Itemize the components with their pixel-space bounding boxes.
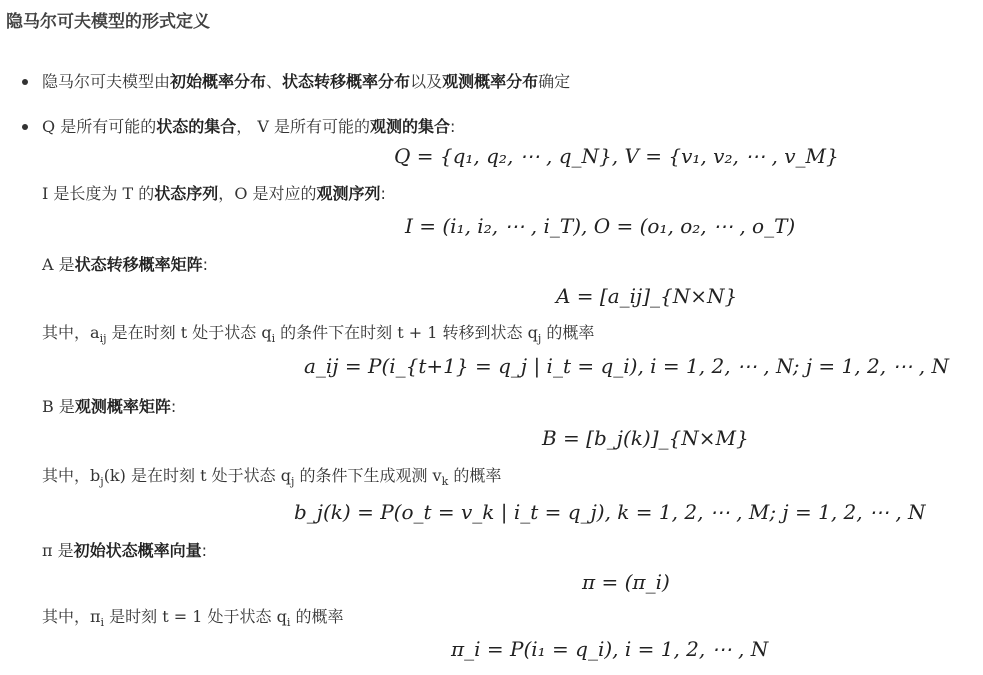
text: 的概率 — [290, 607, 344, 626]
var: O — [234, 184, 248, 203]
text: 是所有可能的 — [268, 117, 370, 136]
text: 的 — [133, 184, 155, 203]
line-8 — [42, 606, 344, 634]
bullet-dot — [22, 79, 28, 85]
var: q — [280, 466, 291, 485]
text: 其中， — [42, 323, 91, 342]
keyword: 状态转移概率矩阵 — [74, 255, 203, 274]
var: t — [180, 323, 188, 342]
keyword: 观测概率分布 — [442, 72, 539, 91]
line-7 — [42, 540, 207, 562]
text: 处于状态 — [202, 607, 277, 626]
text: : — [170, 397, 177, 416]
keyword: 状态序列 — [154, 184, 219, 203]
keyword: 观测概率矩阵 — [74, 397, 171, 416]
text: ， — [218, 184, 235, 203]
var: q — [261, 323, 272, 342]
text: 的概率 — [448, 466, 502, 485]
text: 是长度为 — [48, 184, 123, 203]
bullet-2 — [42, 116, 455, 138]
keyword: 状态转移概率分布 — [282, 72, 411, 91]
var: A — [42, 255, 54, 274]
text: 转移到状态 — [437, 323, 528, 342]
var: π — [90, 607, 101, 626]
subscript: k — [441, 475, 449, 489]
formula-5: B = [b_j(k)]_{N×M} — [542, 426, 749, 450]
text: 是所有可能的 — [55, 117, 157, 136]
text: 是 — [53, 397, 75, 416]
text: 的条件下在时刻 — [275, 323, 398, 342]
var: B — [42, 397, 54, 416]
text: : — [450, 117, 456, 136]
var: π — [42, 541, 53, 560]
subscript: j — [100, 475, 104, 489]
subscript: ij — [99, 332, 107, 346]
var: q — [527, 323, 538, 342]
page-title: 隐马尔可夫模型的形式定义 — [6, 12, 210, 32]
var: t + 1 — [397, 323, 438, 342]
formula-4: a_ij = P(i_{t+1} = q_j | i_t = q_i), i = 1, 2, ⋯ , N; j = 1, 2, ⋯ , N — [304, 354, 949, 378]
text: : — [202, 255, 209, 274]
text: ， — [236, 117, 253, 136]
keyword: 初始状态概率向量 — [73, 541, 202, 560]
text: : — [380, 184, 386, 203]
var: V — [257, 117, 269, 136]
subscript: i — [100, 616, 105, 630]
var: Q — [42, 117, 56, 136]
var: v — [432, 466, 442, 485]
text: 确定 — [538, 72, 571, 91]
text: 的概率 — [541, 323, 595, 342]
text: 以及 — [410, 72, 443, 91]
text: 的条件下生成观测 — [294, 466, 433, 485]
text: 隐马尔可夫模型由 — [42, 72, 171, 91]
text: 是时刻 — [104, 607, 163, 626]
text: 其中， — [42, 607, 91, 626]
text: 是在时刻 — [106, 323, 181, 342]
var: I — [42, 184, 49, 203]
formula-2: I = (i₁, i₂, ⋯ , i_T), O = (o₁, o₂, ⋯ , o_T) — [405, 214, 796, 238]
var: t — [200, 466, 207, 485]
formula-8: π_i = P(i₁ = q_i), i = 1, 2, ⋯ , N — [451, 637, 769, 661]
line-4 — [42, 322, 594, 350]
line-5 — [42, 396, 176, 418]
line-3 — [42, 254, 208, 276]
keyword: 观测的集合 — [370, 117, 451, 136]
var: a — [90, 323, 100, 342]
var: b — [90, 466, 101, 485]
subscript: j — [290, 475, 295, 489]
keyword: 状态的集合 — [156, 117, 237, 136]
bullet-dot — [22, 124, 28, 130]
var: (k) — [103, 466, 126, 485]
keyword: 观测序列 — [316, 184, 381, 203]
var: q — [276, 607, 287, 626]
keyword: 初始概率分布 — [170, 72, 267, 91]
line-6 — [42, 465, 501, 493]
text: 、 — [266, 72, 283, 91]
var: T — [122, 184, 134, 203]
text: 处于状态 — [187, 323, 262, 342]
text: 是在时刻 — [125, 466, 201, 485]
subscript: j — [537, 332, 542, 346]
text: 其中， — [42, 466, 91, 485]
formula-6: b_j(k) = P(o_t = v_k | i_t = q_j), k = 1, 2, ⋯ , M; j = 1, 2, ⋯ , N — [294, 500, 926, 524]
formula-7: π = (π_i) — [582, 570, 670, 594]
text: 处于状态 — [206, 466, 281, 485]
text: 是 — [52, 541, 74, 560]
text: 是 — [53, 255, 75, 274]
line-2 — [42, 183, 386, 205]
bullet-1 — [42, 71, 570, 93]
formula-3: A = [a_ij]_{N×N} — [556, 284, 738, 308]
text: 是对应的 — [247, 184, 317, 203]
subscript: i — [286, 616, 291, 630]
subscript: i — [271, 332, 276, 346]
formula-1: Q = {q₁, q₂, ⋯ , q_N}, V = {v₁, v₂, ⋯ , v_M} — [394, 144, 839, 168]
text: : — [201, 541, 208, 560]
var: t = 1 — [162, 607, 203, 626]
